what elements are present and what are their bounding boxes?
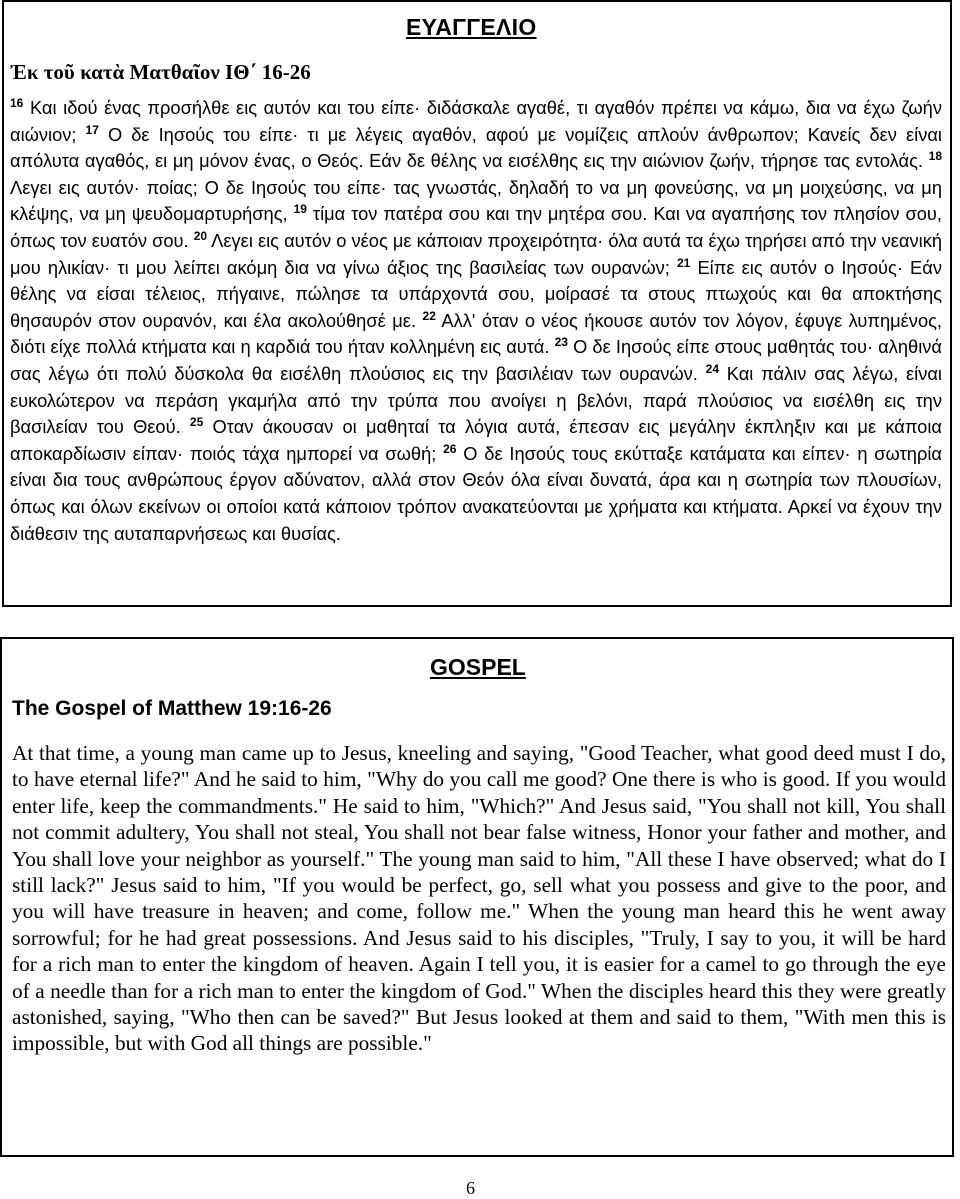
verse-text: Οταν άκουσαν οι μαθηταί τα λόγια αυτά, έπεσαν εις μεγάλην έκπληξιν και με κάποια αποκαρδίωσιν είπαν· ποιός τάχα ημπορεί να σωθή; — [10, 416, 942, 464]
verse-text: Ο δε Ιησούς είπε στους μαθητάς του· αληθινά σας λέγω ότι πολύ δύσκολα θα εισέλθη πλούσιος εις την βασιλέιαν των ουρανών. — [10, 336, 942, 384]
verse-number: 17 — [85, 122, 99, 137]
verse-number: 16 — [10, 95, 24, 110]
english-body: At that time, a young man came up to Jesus, kneeling and saying, "Good Teacher, what good deed must I do, to have eternal life?" And he said to him, "Why do you call me good? One there is who is good. If you would enter life, keep the commandments." He said to him, "Which?" And Jesus said, "You shall not kill, You shall not commit adultery, You shall not steal, You shall not bear false witness, Honor your father and mother, and You shall love your neighbor as yourself." The young man said to him, "All these I have observed; what do I still lack?" Jesus said to him, "If you would be perfect, go, sell what you possess and give to the poor, and you will have treasure in heaven; and come, follow me." When the young man heard this he went away sorrowful; for he had great possessions. And Jesus said to his disciples, "Truly, I say to you, it will be hard for a rich man to enter the kingdom of heaven. Again I tell you, it is easier for a camel to go through the eye of a needle than for a rich man to enter the kingdom of God." When the disciples heard this they were greatly astonished, saying, "Who then can be saved?" But Jesus looked at them and said to them, "With men this is impossible, but with God all things are possible." — [12, 741, 946, 1056]
verse-number: 24 — [705, 361, 719, 376]
verse-number: 25 — [189, 415, 204, 430]
verse-number: 18 — [928, 149, 942, 164]
verse-text: Αλλ' όταν ο νέος ήκουσε αυτόν τον λόγον, έφυγε λυπημένος, διότι είχε πολλά κτήματα και η καρδιά του ήταν κολλημένη εις αυτά. — [10, 309, 942, 358]
greek-heading: ΕΥΑΓΓΕΛΙΟ — [406, 14, 537, 40]
english-heading: GOSPEL — [430, 654, 526, 680]
verse-number: 23 — [554, 335, 568, 350]
verse-text: τίμα τον πατέρα σου και την μητέρα σου. Και να αγαπήσης τον πλησίον σου, όπως τον ευατόν σου. — [10, 203, 942, 251]
greek-body — [10, 95, 942, 547]
verse-number: 21 — [676, 255, 691, 270]
verse-number: 26 — [443, 441, 457, 456]
verse-text: Και πάλιν σας λέγω, είναι ευκολώτερον να περάση γκαμήλα από την τρύπα που ανοίγει η βελόνι, παρά πλούσιος να εισέλθη εις την βασιλείαν του Θεού. — [10, 362, 942, 438]
verse-text: Λεγει εις αυτόν ο νέος με κάποιαν προχειρότητα· όλα αυτά τα έχω τηρήσει από την νεανική μου ηλικίαν· τι μου λείπει ακόμη δια να γίνω άξιος της βασιλείας των ουρανών; — [10, 229, 943, 278]
verse-text: Ο δε Ιησούς του είπε· τι με λέγεις αγαθόν, αφού με νομίζεις απλούν άνθρωπον; Κανείς δεν είναι απόλυτα αγαθός, ει μη μόνον ένας, ο Θεός. Εάν δε θέλης να εισέλθης εις την αιώνιον ζωήν, τήρησε τας εντολάς. — [10, 123, 942, 172]
verse-number: 19 — [293, 202, 307, 217]
verse-text: Ο δε Ιησούς τους εκύτταξε κατάματα και είπεν· η σωτηρία είναι δια τους ανθρώπους έργον αδύνατον, αλλά στον Θεόν όλα είναι δυνατά, άρα και η σωτηρία των πλουσίων, όπως και όλων εκείνων οι οποίοι κατά κάποιον τρόπον ανακατεύονται με χρήματα και κτήματα. Αρκεί να έχουν την διάθεσιν της αυταπαρνήσεως και θυσίας. — [10, 442, 942, 544]
english-title: The Gospel of Matthew 19:16-26 — [12, 697, 332, 720]
verse-number: 20 — [193, 228, 208, 243]
verse-number: 22 — [422, 308, 436, 323]
greek-title: Ἐκ τοῦ κατὰ Ματθαῖον ΙΘ΄ 16-26 — [10, 60, 311, 84]
page-number: 6 — [466, 1178, 475, 1198]
verse-text: Και ιδού ένας προσήλθε εις αυτόν και του είπε· διδάσκαλε αγαθέ, τι αγαθόν πρέπει να κάμω, δια να έχω ζωήν αιώνιον; — [10, 97, 942, 145]
verse-text: Είπε εις αυτόν ο Ιησούς· Εάν θέλης να είσαι τέλειος, πήγαινε, πώλησε τα υπάρχοντά σου, μοίρασέ τα στους πτωχούς και θα αποκτήσης θησαυρόν στον ουρανόν, και έλα ακολούθησέ με. — [10, 256, 942, 331]
verse-text: Λεγει εις αυτόν· ποίας; Ο δε Ιησούς του είπε· τας γνωστάς, δηλαδή το να μη φονεύσης, να μη μοιχεύσης, να μη κλέψης, να μη ψευδομαρτυρήσης, — [10, 176, 942, 225]
